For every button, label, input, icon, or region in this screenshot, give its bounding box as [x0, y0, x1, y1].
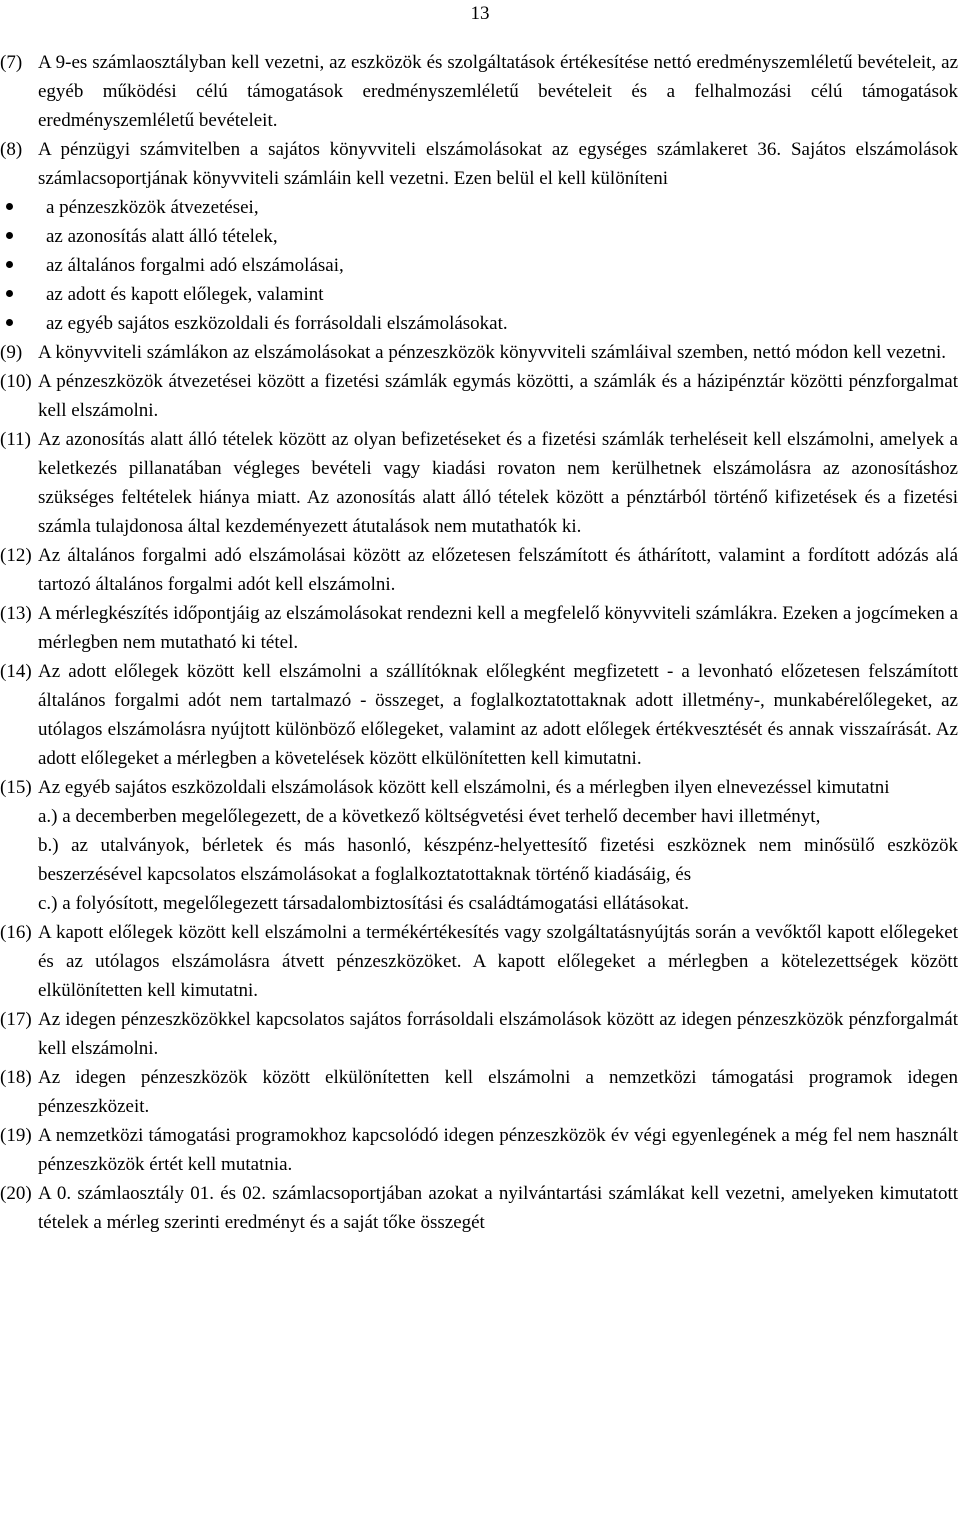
bullet-icon	[6, 319, 13, 326]
paragraph-text: A könyvviteli számlákon az elszámolásokat a pénzeszközök könyvviteli számláival szemben, nettó módon kell vezetni.	[38, 342, 947, 363]
bullet-icon	[6, 261, 13, 268]
paragraph-14	[0, 657, 960, 773]
paragraph-number: (9)	[0, 342, 23, 363]
paragraph-text: A nemzetközi támogatási programokhoz kapcsolódó idegen pénzeszközök év végi egyenlegének a még fel nem használt pénzeszközök értét kell mutatnia.	[38, 1125, 958, 1175]
list-item: az általános forgalmi adó elszámolásai,	[0, 251, 960, 280]
paragraph-19	[0, 1121, 960, 1179]
paragraph-text: A pénzeszközök átvezetései között a fizetési számlák egymás közötti, a számlák és a házipénztár közötti pénzforgalmat kell elszámolni.	[38, 371, 958, 421]
paragraph-number: (10)	[0, 371, 32, 392]
paragraph-text: A 0. számlaosztály 01. és 02. számlacsoportjában azokat a nyilvántartási számlákat kell vezetni, amelyeken kimutatott tételek a mérleg szerinti eredményt és a saját tőke összegét	[38, 1183, 958, 1233]
paragraph-text: A pénzügyi számvitelben a sajátos könyvviteli elszámolásokat az egységes számlakeret 36. Sajátos elszámolások számlacsoportjának könyvviteli számláin kell vezetni. Ezen belül el kell különíteni	[38, 139, 958, 189]
bullet-icon	[6, 290, 13, 297]
paragraph-number: (19)	[0, 1125, 32, 1146]
subparagraph-a: a.) a decemberben megelőlegezett, de a következő költségvetési évet terhelő december havi illetményt,	[38, 806, 821, 827]
paragraph-number: (15)	[0, 777, 32, 798]
paragraph-number: (14)	[0, 661, 32, 682]
paragraph-number: (20)	[0, 1183, 32, 1204]
paragraph-10	[0, 367, 960, 425]
bullet-icon	[6, 232, 13, 239]
paragraph-text: Az adott előlegek között kell elszámolni a szállítóknak előlegként megfizetett - a levonható előzetesen felszámított általános forgalmi adót nem tartalmazó - összeget, a foglalkoztatottaknak adott illetmény-, munkabérelőlegeket, az utólagos elszámolásra nyújtott különböző előlegeket, valamint az adott előlegek értékvesztését és annak visszaírását. Az adott előlegeket a mérlegben a követelések között elkülönítetten kell kimutatni.	[38, 661, 958, 769]
paragraph-text: Az idegen pénzeszközök között elkülönítetten kell elszámolni a nemzetközi támogatási programok idegen pénzeszközeit.	[38, 1067, 958, 1117]
bullet-icon	[6, 203, 13, 210]
paragraph-number: (8)	[0, 139, 23, 160]
paragraph-20	[0, 1179, 960, 1237]
subparagraph-c: c.) a folyósított, megelőlegezett társadalombiztosítási és családtámogatási ellátásokat.	[38, 893, 690, 914]
paragraph-15	[0, 773, 960, 802]
document-body	[0, 48, 960, 1237]
bullet-list	[0, 193, 960, 338]
paragraph-text: Az általános forgalmi adó elszámolásai között az előzetesen felszámított és áthárított, valamint a fordított adózás alá tartozó általános forgalmi adót kell elszámolni.	[38, 545, 958, 595]
paragraph-number: (17)	[0, 1009, 32, 1030]
paragraph-number: (18)	[0, 1067, 32, 1088]
paragraph-8	[0, 135, 960, 193]
paragraph-text: Az idegen pénzeszközökkel kapcsolatos sajátos forrásoldali elszámolások között az idegen pénzeszközök pénzforgalmát kell elszámolni.	[38, 1009, 958, 1059]
subparagraph-b: b.) az utalványok, bérletek és más hasonló, készpénz-helyettesítő fizetési eszköznek nem minősülő eszközök beszerzésével kapcsolatos elszámolásokat a foglalkoztatottaknak történő kiadásáig, és	[38, 835, 958, 885]
list-item: a pénzeszközök átvezetései,	[0, 193, 960, 222]
paragraph-number: (16)	[0, 922, 32, 943]
list-item: az azonosítás alatt álló tételek,	[0, 222, 960, 251]
paragraph-number: (7)	[0, 52, 23, 73]
paragraph-text: A kapott előlegek között kell elszámolni a termékértékesítés vagy szolgáltatásnyújtás során a vevőktől kapott előlegeket és az utólagos elszámolásra átvett pénzeszközöket. A kapott előlegeket a mérlegben a kötelezettségek között elkülönítetten kell kimutatni.	[38, 922, 958, 1001]
paragraph-18	[0, 1063, 960, 1121]
paragraph-17	[0, 1005, 960, 1063]
paragraph-number: (12)	[0, 545, 32, 566]
paragraph-13	[0, 599, 960, 657]
paragraph-number: (11)	[0, 429, 31, 450]
list-item: az egyéb sajátos eszközoldali és forrásoldali elszámolásokat.	[0, 309, 960, 338]
paragraph-text: A 9-es számlaosztályban kell vezetni, az eszközök és szolgáltatások értékesítése nettó eredményszemléletű bevételeit, az egyéb működési célú támogatások eredményszemléletű bevételeit és a felhalmozási célú támogatások eredményszemléletű bevételeit.	[38, 52, 958, 131]
page-number: 13	[470, 3, 490, 24]
paragraph-text: A mérlegkészítés időpontjáig az elszámolásokat rendezni kell a megfelelő könyvviteli számlákra. Ezeken a jogcímeken a mérlegben nem mutatható ki tétel.	[38, 603, 958, 653]
paragraph-text: Az azonosítás alatt álló tételek között az olyan befizetéseket és a fizetési számlák terheléseit kell elszámolni, amelyek a keletkezés pillanatában végleges bevételi vagy kiadási rovaton nem kerülhetnek elszámolásra az azonosításhoz szükséges feltételek hiánya miatt. Az azonosítás alatt álló tételek között a pénztárból történő kifizetések és a fizetési számla tulajdonosa által kezdeményezett átutalások nem mutathatók ki.	[38, 429, 958, 537]
paragraph-text: Az egyéb sajátos eszközoldali elszámolások között kell elszámolni, és a mérlegben ilyen elnevezéssel kimutatni	[38, 777, 890, 798]
paragraph-16	[0, 918, 960, 1005]
paragraph-number: (13)	[0, 603, 32, 624]
paragraph-7	[0, 48, 960, 135]
paragraph-11	[0, 425, 960, 541]
list-item: az adott és kapott előlegek, valamint	[0, 280, 960, 309]
paragraph-9	[0, 338, 960, 367]
paragraph-12	[0, 541, 960, 599]
